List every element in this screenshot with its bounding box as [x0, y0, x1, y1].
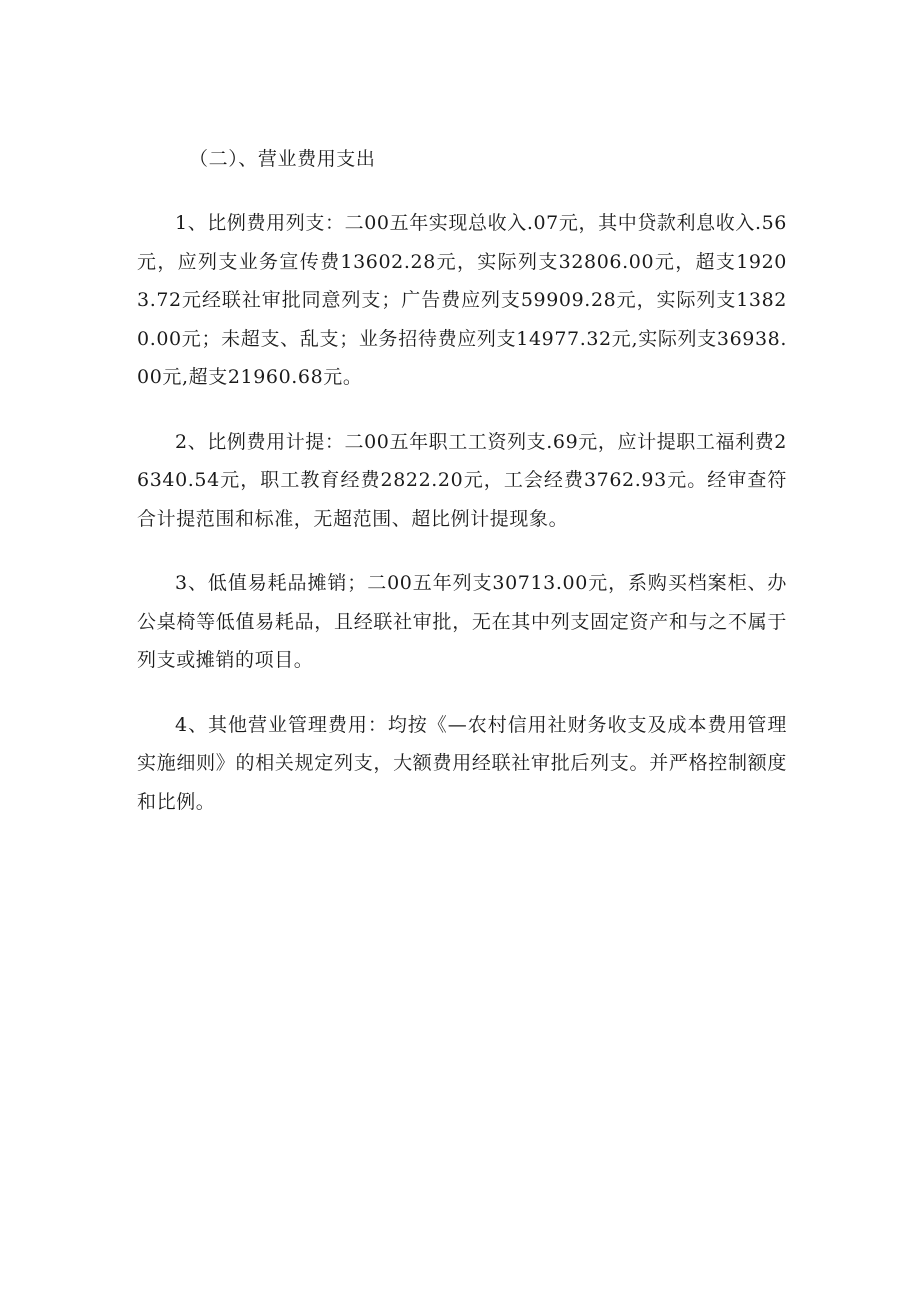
- paragraph-other-operating-expenses: 4、其他营业管理费用：均按《—农村信用社财务收支及成本费用管理实施细则》的相关规定列支，大额费用经联社审批后列支。并严格控制额度和比例。: [137, 713, 787, 813]
- section-heading: （二）、营业费用支出: [189, 148, 376, 170]
- paragraph-proportional-expense-disbursement: 1、比例费用列支：二00五年实现总收入.07元，其中贷款利息收入.56元，应列支业务宣传费13602.28元，实际列支32806.00元，超支19203.72元经联社审批同意列支；广告费应列支59909.28元，实际列支13820.00元；未超支、乱支；业务招待费应列支14977.32元,实际列支36938.00元,超支21960.68元。: [137, 212, 787, 388]
- document-body: [137, 140, 787, 847]
- paragraph-proportional-expense-accrual: 2、比例费用计提：二00五年职工工资列支.69元，应计提职工福利费26340.54元，职工教育经费2822.20元，工会经费3762.93元。经审查符合计提范围和标准，无超范围、超比例计提现象。: [137, 430, 787, 530]
- paragraph-low-value-consumables: 3、低值易耗品摊销；二00五年列支30713.00元，系购买档案柜、办公桌椅等低值易耗品，且经联社审批，无在其中列支固定资产和与之不属于列支或摊销的项目。: [137, 572, 787, 671]
